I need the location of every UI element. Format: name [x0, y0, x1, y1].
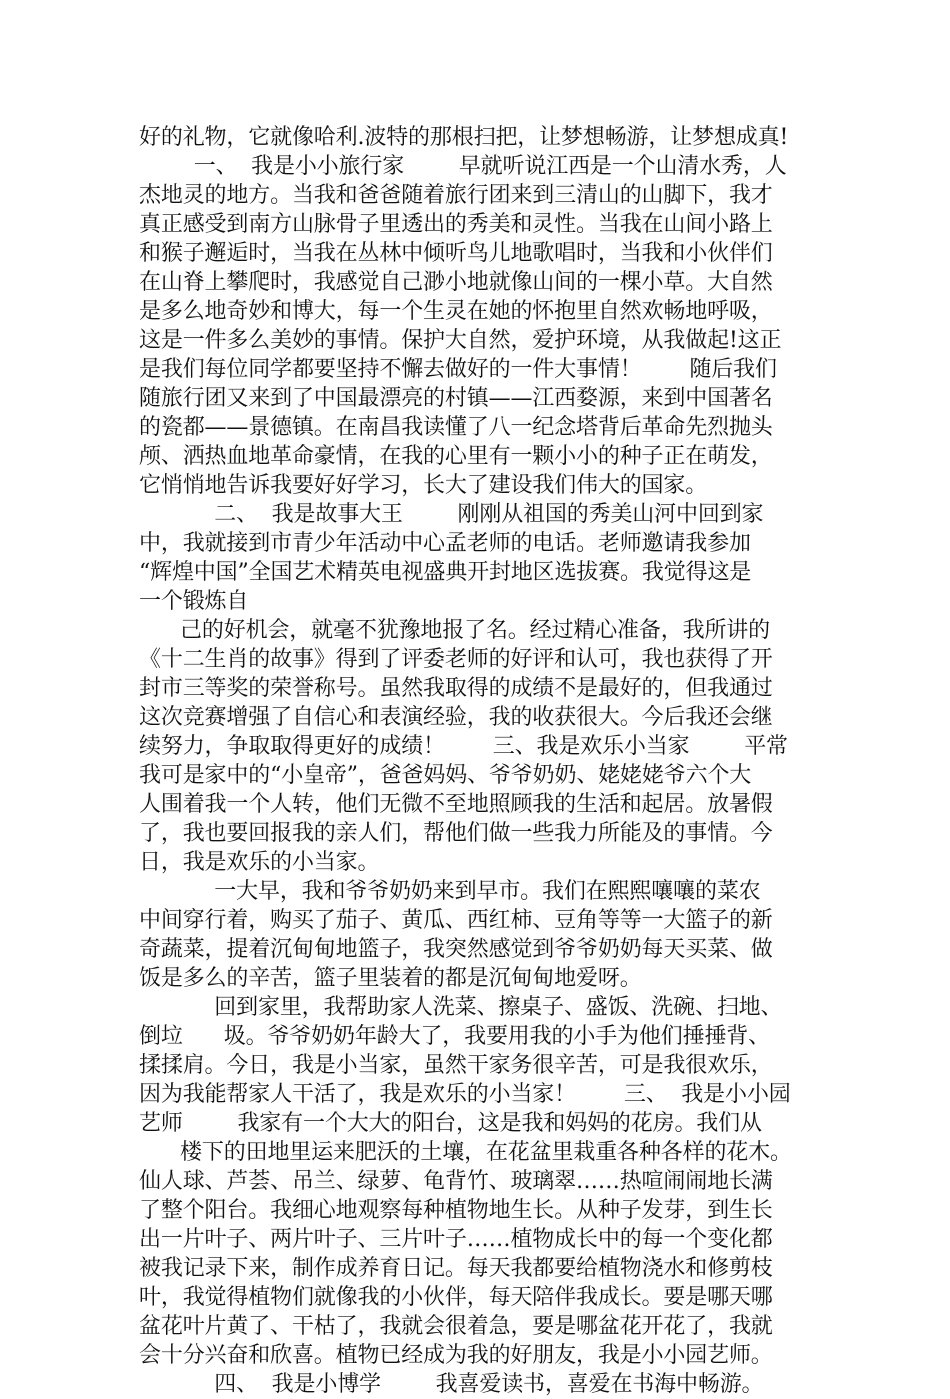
text-line: 一个锻炼自 [139, 589, 249, 614]
body-text [139, 123, 839, 1399]
text-line: 回到家里，我帮助家人洗菜、擦桌子、盛饭、洗碗、扫地、 [139, 995, 783, 1020]
text-line: 一大早，我和爷爷奶奶来到早市。我们在熙熙嚷嚷的菜农 [139, 879, 761, 904]
text-line: 出一片叶子、两片叶子、三片叶子……植物成长中的每一个变化都 [139, 1227, 773, 1252]
text-line: 人围着我一个人转，他们无微不至地照顾我的生活和起居。放暑假 [139, 792, 773, 817]
text-line: 了，我也要回报我的亲人们，帮他们做一些我力所能及的事情。今 [139, 821, 773, 846]
text-line: 杰地灵的地方。当我和爸爸随着旅行团来到三清山的山脚下，我才 [139, 183, 773, 208]
text-line: 中，我就接到市青少年活动中心孟老师的电话。老师邀请我参加 [139, 531, 751, 556]
text-line: 艺师 我家有一个大大的阳台，这是我和妈妈的花房。我们从 [139, 1111, 762, 1136]
text-line: 随旅行团又来到了中国最漂亮的村镇——江西婺源，来到中国著名 [139, 386, 773, 411]
text-line: 是多么地奇妙和博大，每一个生灵在她的怀抱里自然欢畅地呼吸， [139, 299, 773, 324]
text-line: 这次竞赛增强了自信心和表演经验，我的收获很大。今后我还会继 [139, 705, 773, 730]
text-line: 在山脊上攀爬时，我感觉自己渺小地就像山间的一棵小草。大自然 [139, 270, 773, 295]
text-line: 因为我能帮家人干活了，我是欢乐的小当家！ 三、 我是小小园 [139, 1082, 791, 1107]
text-line: 这是一件多么美妙的事情。保护大自然，爱护环境，从我做起!这正 [139, 328, 782, 353]
text-line: 它悄悄地告诉我要好好学习，长大了建设我们伟大的国家。 [139, 473, 708, 498]
text-line: 中间穿行着，购买了茄子、黄瓜、西红柿、豆角等等一大篮子的新 [139, 908, 773, 933]
text-line: 好的礼物，它就像哈利.波特的那根扫把，让梦想畅游，让梦想成真! [139, 125, 789, 150]
text-line: 己的好机会，就毫不犹豫地报了名。经过精心准备，我所讲的 [139, 618, 771, 643]
text-line: 封市三等奖的荣誉称号。虽然我取得的成绩不是最好的，但我通过 [139, 676, 773, 701]
text-line: “辉煌中国”全国艺术精英电视盛典开封地区选拔赛。我觉得这是 [139, 560, 752, 585]
text-line: 揉揉肩。今日，我是小当家，虽然干家务很辛苦，可是我很欢乐， [139, 1053, 773, 1078]
text-line: 和猴子邂逅时，当我在丛林中倾听鸟儿地歌唱时，当我和小伙伴们 [139, 241, 773, 266]
text-line: 叶，我觉得植物们就像我的小伙伴，每天陪伴我成长。要是哪天哪 [139, 1285, 773, 1310]
text-line: 倒垃 圾。爷爷奶奶年龄大了，我要用我的小手为他们捶捶背、 [139, 1024, 771, 1049]
text-line: 《十二生肖的故事》得到了评委老师的好评和认可，我也获得了开 [139, 647, 773, 672]
text-line: 二、 我是故事大王 刚刚从祖国的秀美山河中回到家 [139, 502, 764, 527]
text-line: 奇蔬菜，提着沉甸甸地篮子，我突然感觉到爷爷奶奶每天买菜、做 [139, 937, 773, 962]
text-line: 续努力，争取取得更好的成绩！ 三、我是欢乐小当家 平常 [139, 734, 788, 759]
text-line: 四、 我是小博学 我喜爱读书，喜爱在书海中畅游。 [139, 1372, 764, 1397]
text-line: 一、 我是小小旅行家 早就听说江西是一个山清水秀，人 [139, 154, 787, 179]
text-line: 楼下的田地里运来肥沃的土壤，在花盆里栽重各种各样的花木。 [139, 1140, 792, 1165]
text-line: 了整个阳台。我细心地观察每种植物地生长。从种子发芽，到生长 [139, 1198, 773, 1223]
text-line: 的瓷都——景德镇。在南昌我读懂了八一纪念塔背后革命先烈抛头 [139, 415, 773, 440]
text-line: 盆花叶片黄了、干枯了，我就会很着急，要是哪盆花开花了，我就 [139, 1314, 773, 1339]
text-line: 会十分兴奋和欣喜。植物已经成为我的好朋友，我是小小园艺师。 [139, 1343, 773, 1368]
text-line: 仙人球、芦荟、吊兰、绿萝、龟背竹、玻璃翠……热喧闹闹地长满 [139, 1169, 773, 1194]
text-line: 被我记录下来，制作成养育日记。每天我都要给植物浇水和修剪枝 [139, 1256, 773, 1281]
text-line: 日，我是欢乐的小当家。 [139, 850, 380, 875]
text-line: 颅、洒热血地革命豪情，在我的心里有一颗小小的种子正在萌发， [139, 444, 773, 469]
text-line: 是我们每位同学都要坚持不懈去做好的一件大事情！ 随后我们 [139, 357, 777, 382]
text-line: 真正感受到南方山脉骨子里透出的秀美和灵性。当我在山间小路上 [139, 212, 773, 237]
text-line: 饭是多么的辛苦，篮子里装着的都是沉甸甸地爱呀。 [139, 966, 642, 991]
text-line: 我可是家中的“小皇帝”，爸爸妈妈、爷爷奶奶、姥姥姥爷六个大 [139, 763, 752, 788]
